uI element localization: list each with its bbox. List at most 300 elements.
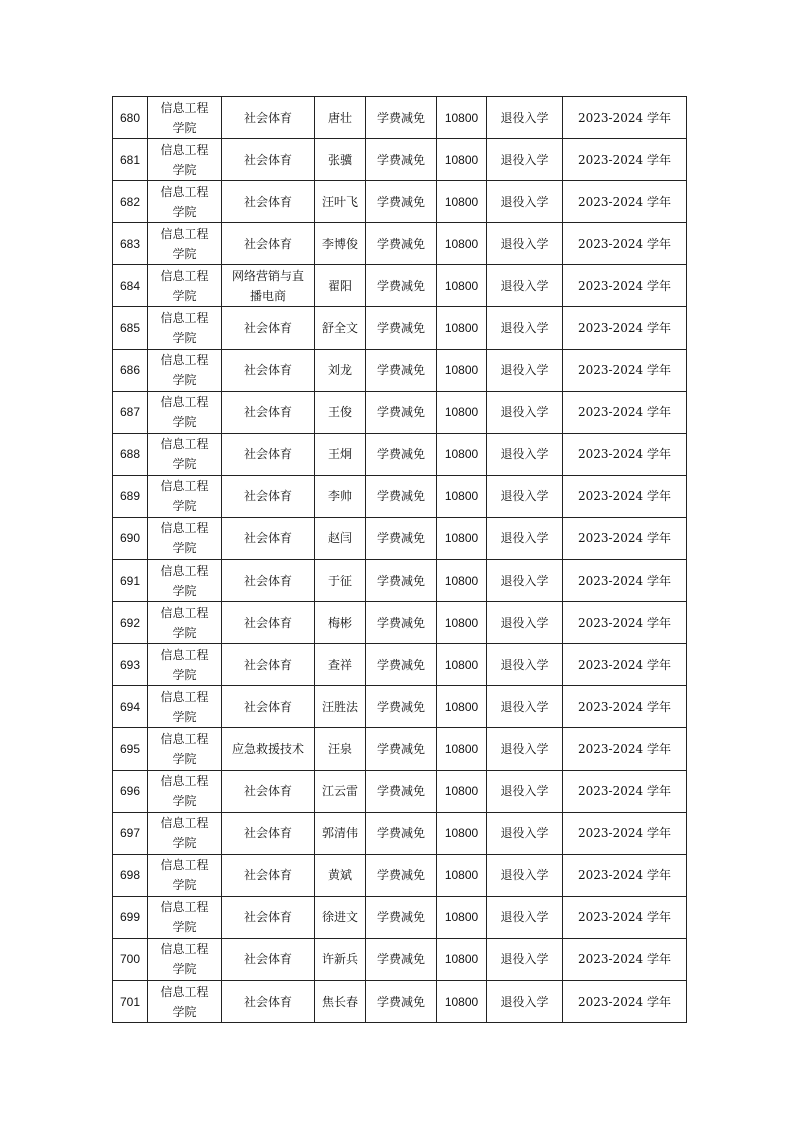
cell-student-name	[315, 391, 366, 433]
cell-student-name-text: 许新兵	[321, 952, 358, 967]
cell-amount-text: 10800	[444, 699, 479, 714]
cell-reason	[487, 139, 563, 181]
cell-reason	[487, 770, 563, 812]
cell-student-name	[315, 686, 366, 728]
cell-serial-number-text: 689	[119, 489, 141, 504]
cell-amount-text: 10800	[444, 194, 479, 209]
cell-reason	[487, 433, 563, 475]
cell-student-name-text: 汪胜法	[321, 699, 358, 714]
cell-major-text: 社会体育	[243, 447, 292, 462]
cell-academic-year-text: 2023-2024 学年	[578, 741, 671, 756]
cell-serial-number	[113, 770, 148, 812]
cell-academic-year-text: 2023-2024 学年	[578, 447, 671, 462]
cell-student-name	[315, 517, 366, 559]
cell-aid-type-text: 学费减免	[376, 236, 425, 251]
cell-aid-type-text: 学费减免	[376, 826, 425, 841]
cell-college-text: 信息工程学院	[160, 731, 209, 766]
cell-serial-number	[113, 560, 148, 602]
cell-academic-year	[563, 475, 687, 517]
cell-college-text: 信息工程学院	[160, 689, 209, 724]
cell-aid-type-text: 学费减免	[376, 994, 425, 1009]
cell-reason-text: 退役入学	[500, 826, 549, 841]
cell-college-text: 信息工程学院	[160, 353, 209, 388]
cell-academic-year-text: 2023-2024 学年	[578, 699, 671, 714]
cell-serial-number	[113, 686, 148, 728]
table-row	[113, 139, 687, 181]
cell-major	[222, 560, 315, 602]
cell-college	[148, 728, 222, 770]
cell-amount-text: 10800	[444, 363, 479, 378]
cell-student-name	[315, 433, 366, 475]
cell-serial-number	[113, 644, 148, 686]
cell-serial-number	[113, 349, 148, 391]
cell-reason	[487, 223, 563, 265]
cell-serial-number-text: 691	[119, 573, 141, 588]
cell-serial-number	[113, 223, 148, 265]
cell-college-text: 信息工程学院	[160, 479, 209, 514]
cell-reason-text: 退役入学	[500, 152, 549, 167]
cell-serial-number	[113, 938, 148, 980]
cell-major-text: 社会体育	[243, 699, 292, 714]
cell-college-text: 信息工程学院	[160, 900, 209, 935]
cell-serial-number-text: 694	[119, 699, 141, 714]
cell-major	[222, 686, 315, 728]
cell-amount-text: 10800	[444, 952, 479, 967]
cell-reason-text: 退役入学	[500, 910, 549, 925]
cell-major	[222, 475, 315, 517]
cell-amount	[437, 812, 487, 854]
cell-academic-year-text: 2023-2024 学年	[578, 489, 671, 504]
cell-amount	[437, 854, 487, 896]
table-row	[113, 265, 687, 307]
table-row	[113, 181, 687, 223]
cell-serial-number	[113, 97, 148, 139]
cell-amount-text: 10800	[444, 531, 479, 546]
cell-major-text: 网络营销与直播电商	[231, 268, 304, 303]
cell-student-name-text: 焦长春	[321, 994, 358, 1009]
cell-college	[148, 307, 222, 349]
cell-academic-year	[563, 728, 687, 770]
cell-college-text: 信息工程学院	[160, 605, 209, 640]
cell-amount-text: 10800	[444, 573, 479, 588]
cell-aid-type	[366, 223, 437, 265]
cell-aid-type	[366, 728, 437, 770]
cell-amount	[437, 433, 487, 475]
cell-major	[222, 307, 315, 349]
cell-major	[222, 223, 315, 265]
cell-academic-year	[563, 560, 687, 602]
cell-reason	[487, 602, 563, 644]
cell-college	[148, 602, 222, 644]
cell-student-name	[315, 223, 366, 265]
cell-aid-type	[366, 349, 437, 391]
cell-academic-year-text: 2023-2024 学年	[578, 531, 671, 546]
cell-major-text: 社会体育	[243, 489, 292, 504]
cell-academic-year	[563, 854, 687, 896]
cell-aid-type	[366, 938, 437, 980]
cell-student-name	[315, 560, 366, 602]
cell-aid-type-text: 学费减免	[376, 405, 425, 420]
cell-college	[148, 644, 222, 686]
cell-student-name-text: 郭清伟	[321, 826, 358, 841]
cell-college-text: 信息工程学院	[160, 184, 209, 219]
cell-student-name	[315, 349, 366, 391]
cell-academic-year-text: 2023-2024 学年	[578, 994, 671, 1009]
cell-student-name	[315, 770, 366, 812]
cell-serial-number-text: 687	[119, 405, 141, 420]
cell-amount-text: 10800	[444, 489, 479, 504]
cell-major-text: 社会体育	[243, 152, 292, 167]
cell-major-text: 社会体育	[243, 531, 292, 546]
cell-serial-number-text: 697	[119, 826, 141, 841]
cell-college-text: 信息工程学院	[160, 437, 209, 472]
table-row	[113, 686, 687, 728]
cell-serial-number	[113, 854, 148, 896]
table-row	[113, 560, 687, 602]
cell-student-name-text: 江云雷	[321, 784, 358, 799]
table-row	[113, 770, 687, 812]
cell-academic-year	[563, 307, 687, 349]
cell-major-text: 社会体育	[243, 826, 292, 841]
cell-college-text: 信息工程学院	[160, 563, 209, 598]
cell-aid-type	[366, 139, 437, 181]
cell-academic-year	[563, 602, 687, 644]
cell-college-text: 信息工程学院	[160, 942, 209, 977]
cell-reason	[487, 265, 563, 307]
table-row	[113, 349, 687, 391]
cell-amount	[437, 686, 487, 728]
cell-reason-text: 退役入学	[500, 741, 549, 756]
cell-college-text: 信息工程学院	[160, 226, 209, 261]
cell-serial-number-text: 699	[119, 910, 141, 925]
cell-academic-year	[563, 896, 687, 938]
cell-academic-year	[563, 980, 687, 1022]
cell-major	[222, 349, 315, 391]
cell-academic-year-text: 2023-2024 学年	[578, 152, 671, 167]
cell-academic-year-text: 2023-2024 学年	[578, 657, 671, 672]
cell-reason	[487, 181, 563, 223]
cell-student-name	[315, 980, 366, 1022]
cell-amount	[437, 97, 487, 139]
cell-college	[148, 433, 222, 475]
table-row	[113, 854, 687, 896]
cell-student-name	[315, 854, 366, 896]
cell-reason-text: 退役入学	[500, 321, 549, 336]
cell-reason-text: 退役入学	[500, 531, 549, 546]
cell-reason-text: 退役入学	[500, 994, 549, 1009]
cell-major-text: 应急救援技术	[231, 741, 304, 756]
records-table	[112, 96, 687, 1023]
cell-college-text: 信息工程学院	[160, 774, 209, 809]
cell-college	[148, 139, 222, 181]
cell-college-text: 信息工程学院	[160, 816, 209, 851]
cell-aid-type	[366, 391, 437, 433]
cell-college	[148, 770, 222, 812]
cell-amount	[437, 139, 487, 181]
records-table-body	[113, 97, 687, 1023]
cell-amount	[437, 307, 487, 349]
cell-academic-year-text: 2023-2024 学年	[578, 363, 671, 378]
cell-amount	[437, 644, 487, 686]
cell-serial-number	[113, 475, 148, 517]
cell-academic-year-text: 2023-2024 学年	[578, 868, 671, 883]
cell-amount-text: 10800	[444, 110, 479, 125]
cell-serial-number-text: 695	[119, 741, 141, 756]
cell-student-name-text: 梅彬	[327, 615, 352, 630]
cell-serial-number-text: 680	[119, 110, 141, 125]
cell-serial-number-text: 681	[119, 152, 141, 167]
cell-college	[148, 223, 222, 265]
cell-serial-number	[113, 139, 148, 181]
table-row	[113, 980, 687, 1022]
cell-reason	[487, 980, 563, 1022]
cell-amount-text: 10800	[444, 152, 479, 167]
cell-serial-number	[113, 265, 148, 307]
cell-student-name-text: 赵闫	[327, 531, 352, 546]
cell-college	[148, 97, 222, 139]
cell-student-name	[315, 938, 366, 980]
cell-serial-number-text: 683	[119, 236, 141, 251]
cell-college-text: 信息工程学院	[160, 311, 209, 346]
table-row	[113, 307, 687, 349]
cell-serial-number-text: 688	[119, 447, 141, 462]
cell-amount	[437, 223, 487, 265]
cell-college-text: 信息工程学院	[160, 142, 209, 177]
cell-amount	[437, 475, 487, 517]
table-row	[113, 938, 687, 980]
cell-major	[222, 980, 315, 1022]
cell-academic-year-text: 2023-2024 学年	[578, 784, 671, 799]
cell-college	[148, 560, 222, 602]
cell-aid-type-text: 学费减免	[376, 194, 425, 209]
cell-aid-type-text: 学费减免	[376, 321, 425, 336]
cell-reason-text: 退役入学	[500, 489, 549, 504]
cell-student-name	[315, 728, 366, 770]
cell-college-text: 信息工程学院	[160, 858, 209, 893]
table-row	[113, 97, 687, 139]
table-row	[113, 433, 687, 475]
cell-academic-year-text: 2023-2024 学年	[578, 405, 671, 420]
cell-serial-number	[113, 728, 148, 770]
cell-reason-text: 退役入学	[500, 447, 549, 462]
cell-amount	[437, 349, 487, 391]
cell-major	[222, 517, 315, 559]
cell-reason-text: 退役入学	[500, 363, 549, 378]
cell-serial-number	[113, 391, 148, 433]
cell-student-name	[315, 812, 366, 854]
cell-major	[222, 728, 315, 770]
cell-reason	[487, 854, 563, 896]
cell-serial-number-text: 692	[119, 615, 141, 630]
cell-serial-number	[113, 181, 148, 223]
cell-reason	[487, 938, 563, 980]
cell-academic-year	[563, 97, 687, 139]
cell-major	[222, 97, 315, 139]
cell-student-name	[315, 265, 366, 307]
cell-college	[148, 391, 222, 433]
cell-reason-text: 退役入学	[500, 615, 549, 630]
cell-aid-type	[366, 896, 437, 938]
cell-reason-text: 退役入学	[500, 110, 549, 125]
cell-reason	[487, 644, 563, 686]
cell-serial-number-text: 696	[119, 784, 141, 799]
cell-college	[148, 475, 222, 517]
cell-academic-year-text: 2023-2024 学年	[578, 321, 671, 336]
cell-major-text: 社会体育	[243, 657, 292, 672]
cell-aid-type-text: 学费减免	[376, 152, 425, 167]
cell-amount	[437, 560, 487, 602]
cell-reason	[487, 560, 563, 602]
cell-academic-year	[563, 770, 687, 812]
cell-college	[148, 896, 222, 938]
cell-serial-number	[113, 812, 148, 854]
table-row	[113, 728, 687, 770]
cell-major	[222, 265, 315, 307]
cell-aid-type-text: 学费减免	[376, 784, 425, 799]
cell-major-text: 社会体育	[243, 321, 292, 336]
cell-major	[222, 644, 315, 686]
cell-amount-text: 10800	[444, 868, 479, 883]
cell-aid-type-text: 学费减免	[376, 447, 425, 462]
cell-student-name	[315, 97, 366, 139]
cell-student-name	[315, 181, 366, 223]
cell-major-text: 社会体育	[243, 910, 292, 925]
cell-reason	[487, 896, 563, 938]
cell-student-name	[315, 602, 366, 644]
cell-reason	[487, 517, 563, 559]
cell-academic-year-text: 2023-2024 学年	[578, 910, 671, 925]
cell-major-text: 社会体育	[243, 110, 292, 125]
cell-reason	[487, 812, 563, 854]
cell-student-name-text: 王俊	[327, 405, 352, 420]
cell-serial-number	[113, 980, 148, 1022]
cell-major	[222, 181, 315, 223]
table-row	[113, 391, 687, 433]
cell-college	[148, 812, 222, 854]
cell-major-text: 社会体育	[243, 952, 292, 967]
cell-serial-number-text: 698	[119, 868, 141, 883]
cell-student-name	[315, 896, 366, 938]
cell-academic-year-text: 2023-2024 学年	[578, 194, 671, 209]
cell-amount-text: 10800	[444, 910, 479, 925]
cell-major	[222, 433, 315, 475]
cell-student-name-text: 于征	[327, 573, 352, 588]
cell-college	[148, 517, 222, 559]
cell-aid-type	[366, 854, 437, 896]
cell-academic-year-text: 2023-2024 学年	[578, 236, 671, 251]
cell-reason	[487, 686, 563, 728]
cell-major	[222, 139, 315, 181]
cell-amount-text: 10800	[444, 405, 479, 420]
table-row	[113, 475, 687, 517]
cell-amount	[437, 391, 487, 433]
cell-academic-year	[563, 812, 687, 854]
cell-college	[148, 938, 222, 980]
cell-academic-year	[563, 938, 687, 980]
cell-major-text: 社会体育	[243, 868, 292, 883]
cell-reason-text: 退役入学	[500, 236, 549, 251]
cell-academic-year	[563, 349, 687, 391]
cell-aid-type-text: 学费减免	[376, 278, 425, 293]
cell-amount	[437, 602, 487, 644]
cell-academic-year-text: 2023-2024 学年	[578, 573, 671, 588]
cell-aid-type-text: 学费减免	[376, 868, 425, 883]
cell-reason-text: 退役入学	[500, 699, 549, 714]
cell-major-text: 社会体育	[243, 615, 292, 630]
cell-reason-text: 退役入学	[500, 278, 549, 293]
table-row	[113, 644, 687, 686]
cell-aid-type	[366, 770, 437, 812]
cell-college-text: 信息工程学院	[160, 395, 209, 430]
cell-academic-year	[563, 517, 687, 559]
cell-major-text: 社会体育	[243, 236, 292, 251]
cell-amount-text: 10800	[444, 321, 479, 336]
cell-major-text: 社会体育	[243, 194, 292, 209]
cell-academic-year	[563, 433, 687, 475]
cell-reason	[487, 391, 563, 433]
cell-student-name-text: 刘龙	[327, 363, 352, 378]
table-row	[113, 812, 687, 854]
cell-reason-text: 退役入学	[500, 573, 549, 588]
cell-student-name-text: 翟阳	[327, 278, 352, 293]
cell-major	[222, 391, 315, 433]
cell-student-name-text: 王炯	[327, 447, 352, 462]
cell-academic-year	[563, 644, 687, 686]
cell-serial-number	[113, 307, 148, 349]
cell-academic-year	[563, 265, 687, 307]
table-row	[113, 517, 687, 559]
cell-serial-number-text: 684	[119, 278, 141, 293]
cell-aid-type	[366, 433, 437, 475]
cell-serial-number-text: 682	[119, 194, 141, 209]
cell-aid-type	[366, 181, 437, 223]
cell-college	[148, 980, 222, 1022]
table-row	[113, 223, 687, 265]
cell-amount	[437, 938, 487, 980]
cell-serial-number-text: 700	[119, 952, 141, 967]
cell-college	[148, 854, 222, 896]
cell-amount-text: 10800	[444, 826, 479, 841]
cell-academic-year-text: 2023-2024 学年	[578, 615, 671, 630]
cell-reason	[487, 728, 563, 770]
cell-amount	[437, 770, 487, 812]
cell-aid-type-text: 学费减免	[376, 657, 425, 672]
cell-major-text: 社会体育	[243, 994, 292, 1009]
cell-student-name-text: 舒全文	[321, 321, 358, 336]
cell-aid-type-text: 学费减免	[376, 573, 425, 588]
cell-student-name	[315, 307, 366, 349]
cell-aid-type	[366, 602, 437, 644]
cell-amount-text: 10800	[444, 741, 479, 756]
cell-major-text: 社会体育	[243, 363, 292, 378]
cell-reason-text: 退役入学	[500, 952, 549, 967]
cell-amount	[437, 896, 487, 938]
cell-student-name	[315, 475, 366, 517]
cell-aid-type	[366, 644, 437, 686]
cell-reason-text: 退役入学	[500, 194, 549, 209]
cell-reason	[487, 475, 563, 517]
cell-student-name-text: 李博俊	[321, 236, 358, 251]
cell-academic-year-text: 2023-2024 学年	[578, 826, 671, 841]
cell-aid-type	[366, 475, 437, 517]
cell-amount-text: 10800	[444, 615, 479, 630]
cell-aid-type-text: 学费减免	[376, 615, 425, 630]
cell-reason	[487, 349, 563, 391]
cell-serial-number-text: 686	[119, 363, 141, 378]
cell-aid-type-text: 学费减免	[376, 531, 425, 546]
cell-amount	[437, 728, 487, 770]
cell-serial-number-text: 690	[119, 531, 141, 546]
